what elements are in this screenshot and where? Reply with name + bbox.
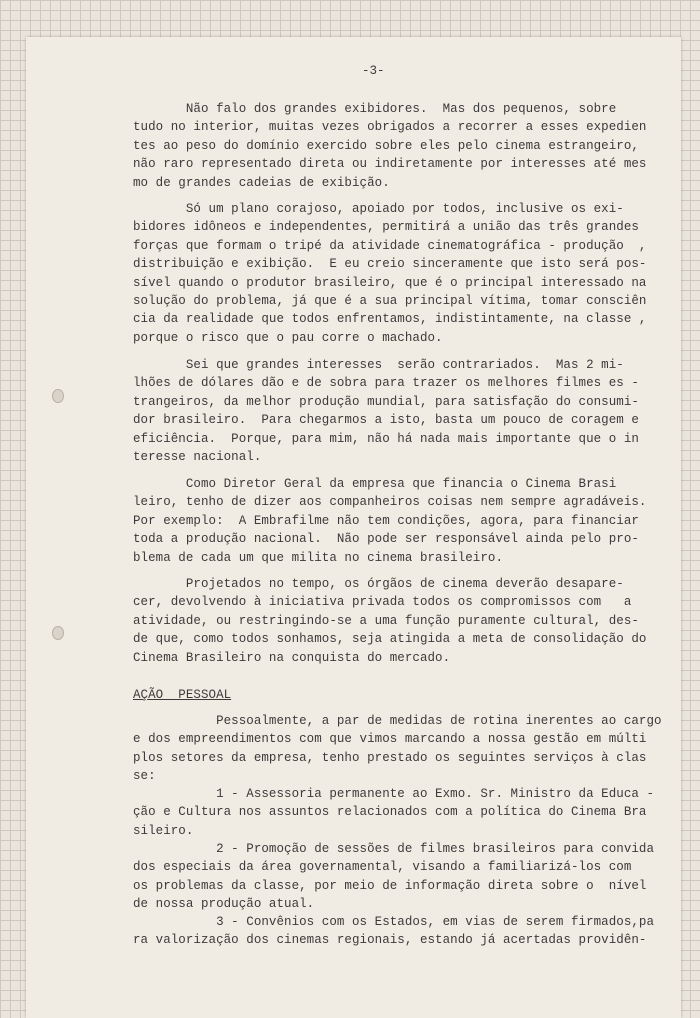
text-line: solução do problema, já que é a sua principal vítima, tomar consciên [133,293,647,308]
section-paragraph [133,913,673,950]
section-paragraph [133,785,673,840]
paragraph [133,200,673,347]
text-line: 2 - Promoção de sessões de filmes brasileiros para convida [133,842,655,856]
text-line: forças que formam o tripé da atividade cinematográfica - produção , [133,238,647,253]
text-line: toda a produção nacional. Não pode ser responsável ainda pelo pro- [133,532,639,547]
text-line: tes ao peso do domínio exercido sobre eles pelo cinema estrangeiro, [133,138,639,153]
text-line: porque o risco que o pau corre o machado. [133,330,443,345]
text-line: Sei que grandes interesses serão contrariados. Mas 2 mi- [133,358,624,372]
text-line: de nossa produção atual. [133,897,315,912]
text-line: se: [133,769,156,784]
text-line: e dos empreendimentos com que vimos marcando a nossa gestão em múlti [133,732,647,747]
binder-hole-bottom [52,626,64,640]
text-line: leiro, tenho de dizer aos companheiros coisas nem sempre agradáveis. [133,495,647,510]
paragraph [133,356,673,466]
page-number: -3- [362,64,385,78]
text-line: mo de grandes cadeias de exibição. [133,175,390,190]
text-line: Como Diretor Geral da empresa que financia o Cinema Brasi [133,477,617,491]
text-line: não raro representado direta ou indiretamente por interesses até mes [133,157,647,172]
text-line: bidores idôneos e independentes, permitirá a união das três grandes [133,220,639,235]
text-line: Não falo dos grandes exibidores. Mas dos pequenos, sobre [133,102,617,116]
text-line: os problemas da classe, por meio de informação direta sobre o nível [133,878,647,893]
text-line: sileiro. [133,823,194,838]
text-line: teresse nacional. [133,449,262,464]
text-line: sível quando o produtor brasileiro, que é o principal interessado na [133,275,647,290]
text-line: trangeiros, da melhor produção mundial, para satisfação do consumi- [133,394,639,409]
section-paragraph [133,712,673,786]
text-line: Projetados no tempo, os órgãos de cinema deverão desapare- [133,577,624,591]
text-line: Só um plano corajoso, apoiado por todos, inclusive os exi- [133,202,624,216]
binder-hole-top [52,389,64,403]
text-line: blema de cada um que milita no cinema brasileiro. [133,550,504,565]
text-line: distribuição e exibição. E eu creio sinceramente que isto será pos- [133,257,647,272]
text-line: cer, devolvendo à iniciativa privada todos os compromissos com a [133,595,632,610]
text-line: plos setores da empresa, tenho prestado os seguintes serviços à clas [133,750,647,765]
paragraph [133,100,673,192]
text-line: 3 - Convênios com os Estados, em vias de serem firmados,pa [133,915,655,929]
text-line: Por exemplo: A Embrafilme não tem condições, agora, para financiar [133,513,639,528]
text-line: ra valorização dos cinemas regionais, estando já acertadas providên- [133,933,647,948]
text-line: 1 - Assessoria permanente ao Exmo. Sr. Ministro da Educa - [133,787,655,801]
text-line: cia da realidade que todos enfrentamos, indistintamente, na classe , [133,312,647,327]
text-line: lhões de dólares dão e de sobra para trazer os melhores filmes es - [133,376,639,391]
text-line: ção e Cultura nos assuntos relacionados com a política do Cinema Bra [133,805,647,820]
text-line: tudo no interior, muitas vezes obrigados a recorrer a esses expedien [133,120,647,135]
text-line: Pessoalmente, a par de medidas de rotina inerentes ao cargo [133,714,662,728]
section-paragraph [133,840,673,914]
paragraph [133,575,673,667]
text-line: Cinema Brasileiro na conquista do mercado. [133,650,451,665]
section-heading: AÇÃO PESSOAL [133,688,232,702]
text-line: dos especiais da área governamental, visando a familiarizá-los com [133,860,632,875]
text-line: dor brasileiro. Para chegarmos a isto, basta um pouco de coragem e [133,413,639,428]
text-line: atividade, ou restringindo-se a uma função puramente cultural, des- [133,613,639,628]
text-line: de que, como todos sonhamos, seja atingida a meta de consolidação do [133,632,647,647]
text-line: eficiência. Porque, para mim, não há nada mais importante que o in [133,431,639,446]
paragraph [133,475,673,567]
